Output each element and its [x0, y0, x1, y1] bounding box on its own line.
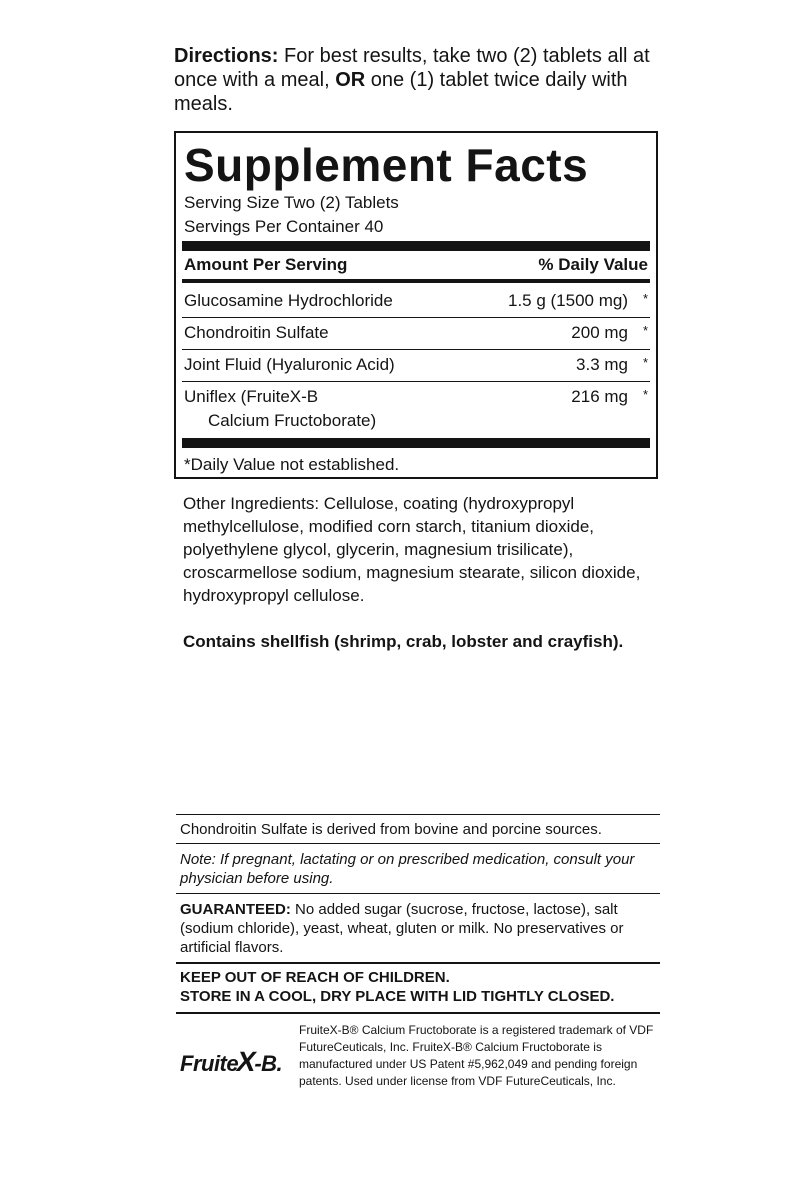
guaranteed-text: No added sugar (sucrose, fructose, lactose), salt (sodium chloride), yeast, wheat, gluten or milk. No preservatives or artificial flavors.	[180, 901, 624, 956]
serving-size: Serving Size Two (2) Tablets	[184, 193, 399, 212]
ingredient-name: Uniflex (FruiteX-B	[184, 387, 319, 406]
ingredient-amount: 216 mg	[571, 387, 628, 406]
logo-text-fruite: Fruite	[180, 1051, 239, 1076]
facts-divider-thick	[182, 241, 650, 251]
section-divider	[176, 814, 660, 815]
chondroitin-source: Chondroitin Sulfate is derived from bovine and porcine sources.	[180, 821, 602, 838]
ingredient-name: Joint Fluid (Hyaluronic Acid)	[184, 355, 395, 374]
directions-text-b: one (1) tablet twice daily with meals.	[174, 69, 628, 115]
amount-per-serving-header: Amount Per Serving	[184, 255, 348, 274]
servings-per-container: Servings Per Container 40	[184, 217, 384, 236]
ingredient-name: Glucosamine Hydrochloride	[184, 291, 393, 310]
facts-divider-thick-bottom	[182, 438, 650, 448]
storage-warnings	[180, 968, 660, 1006]
directions-text	[174, 44, 654, 116]
allergen-statement: Contains shellfish (shrimp, crab, lobster and crayfish).	[183, 632, 624, 651]
warning-children: KEEP OUT OF REACH OF CHILDREN.	[180, 969, 450, 986]
ingredient-amount: 1.5 g (1500 mg)	[507, 291, 628, 310]
row-divider	[182, 317, 650, 318]
section-divider	[176, 843, 660, 844]
section-divider	[176, 893, 660, 894]
guaranteed-label: GUARANTEED:	[180, 901, 291, 918]
warning-storage: STORE IN A COOL, DRY PLACE WITH LID TIGHTLY CLOSED.	[180, 988, 615, 1005]
trademark-notice: FruiteX-B® Calcium Fructoborate is a registered trademark of VDF FutureCeuticals, Inc. FruiteX-B® Calcium Fructoborate is manufactured under US Patent #5,962,049 and pending foreign patents. Used under license from VDF FutureCeuticals, Inc.	[299, 1023, 654, 1088]
other-ingredients: Other Ingredients: Cellulose, coating (hydroxypropyl methylcellulose, modified corn starch, titanium dioxide, polyethylene glycol, glycerin, magnesium trisilicate), croscarmellose sodium, magnesium stearate, silicon dioxide, hydroxypropyl cellulose.	[183, 494, 641, 605]
ingredient-name-continued: Calcium Fructoborate)	[208, 411, 377, 430]
ingredient-dv: *	[642, 291, 648, 306]
fruitex-b-logo	[180, 1046, 282, 1078]
daily-value-footnote: *Daily Value not established.	[184, 455, 400, 474]
directions-text-a: For best results, take two (2) tablets all at once with a meal,	[174, 45, 650, 91]
guaranteed-statement	[180, 900, 660, 957]
logo-text-b: -B.	[254, 1051, 283, 1076]
ingredient-dv: *	[642, 323, 648, 338]
section-divider	[176, 1012, 660, 1014]
directions-label: Directions:	[174, 45, 279, 67]
directions-or: OR	[335, 69, 366, 91]
ingredient-dv: *	[642, 387, 648, 402]
facts-divider-medium	[182, 279, 650, 283]
ingredient-amount: 3.3 mg	[576, 355, 628, 374]
ingredient-dv: *	[642, 355, 648, 370]
section-divider	[176, 962, 660, 964]
row-divider	[182, 381, 650, 382]
pregnancy-note: Note: If pregnant, lactating or on prescribed medication, consult your physician before using.	[180, 851, 635, 887]
ingredient-name: Chondroitin Sulfate	[184, 323, 329, 342]
row-divider	[182, 349, 650, 350]
logo-x-mark: X	[233, 1046, 259, 1077]
supplement-facts-panel	[174, 131, 658, 479]
facts-title: Supplement Facts	[184, 139, 589, 191]
daily-value-header: % Daily Value	[538, 255, 648, 274]
ingredient-amount: 200 mg	[571, 323, 628, 342]
